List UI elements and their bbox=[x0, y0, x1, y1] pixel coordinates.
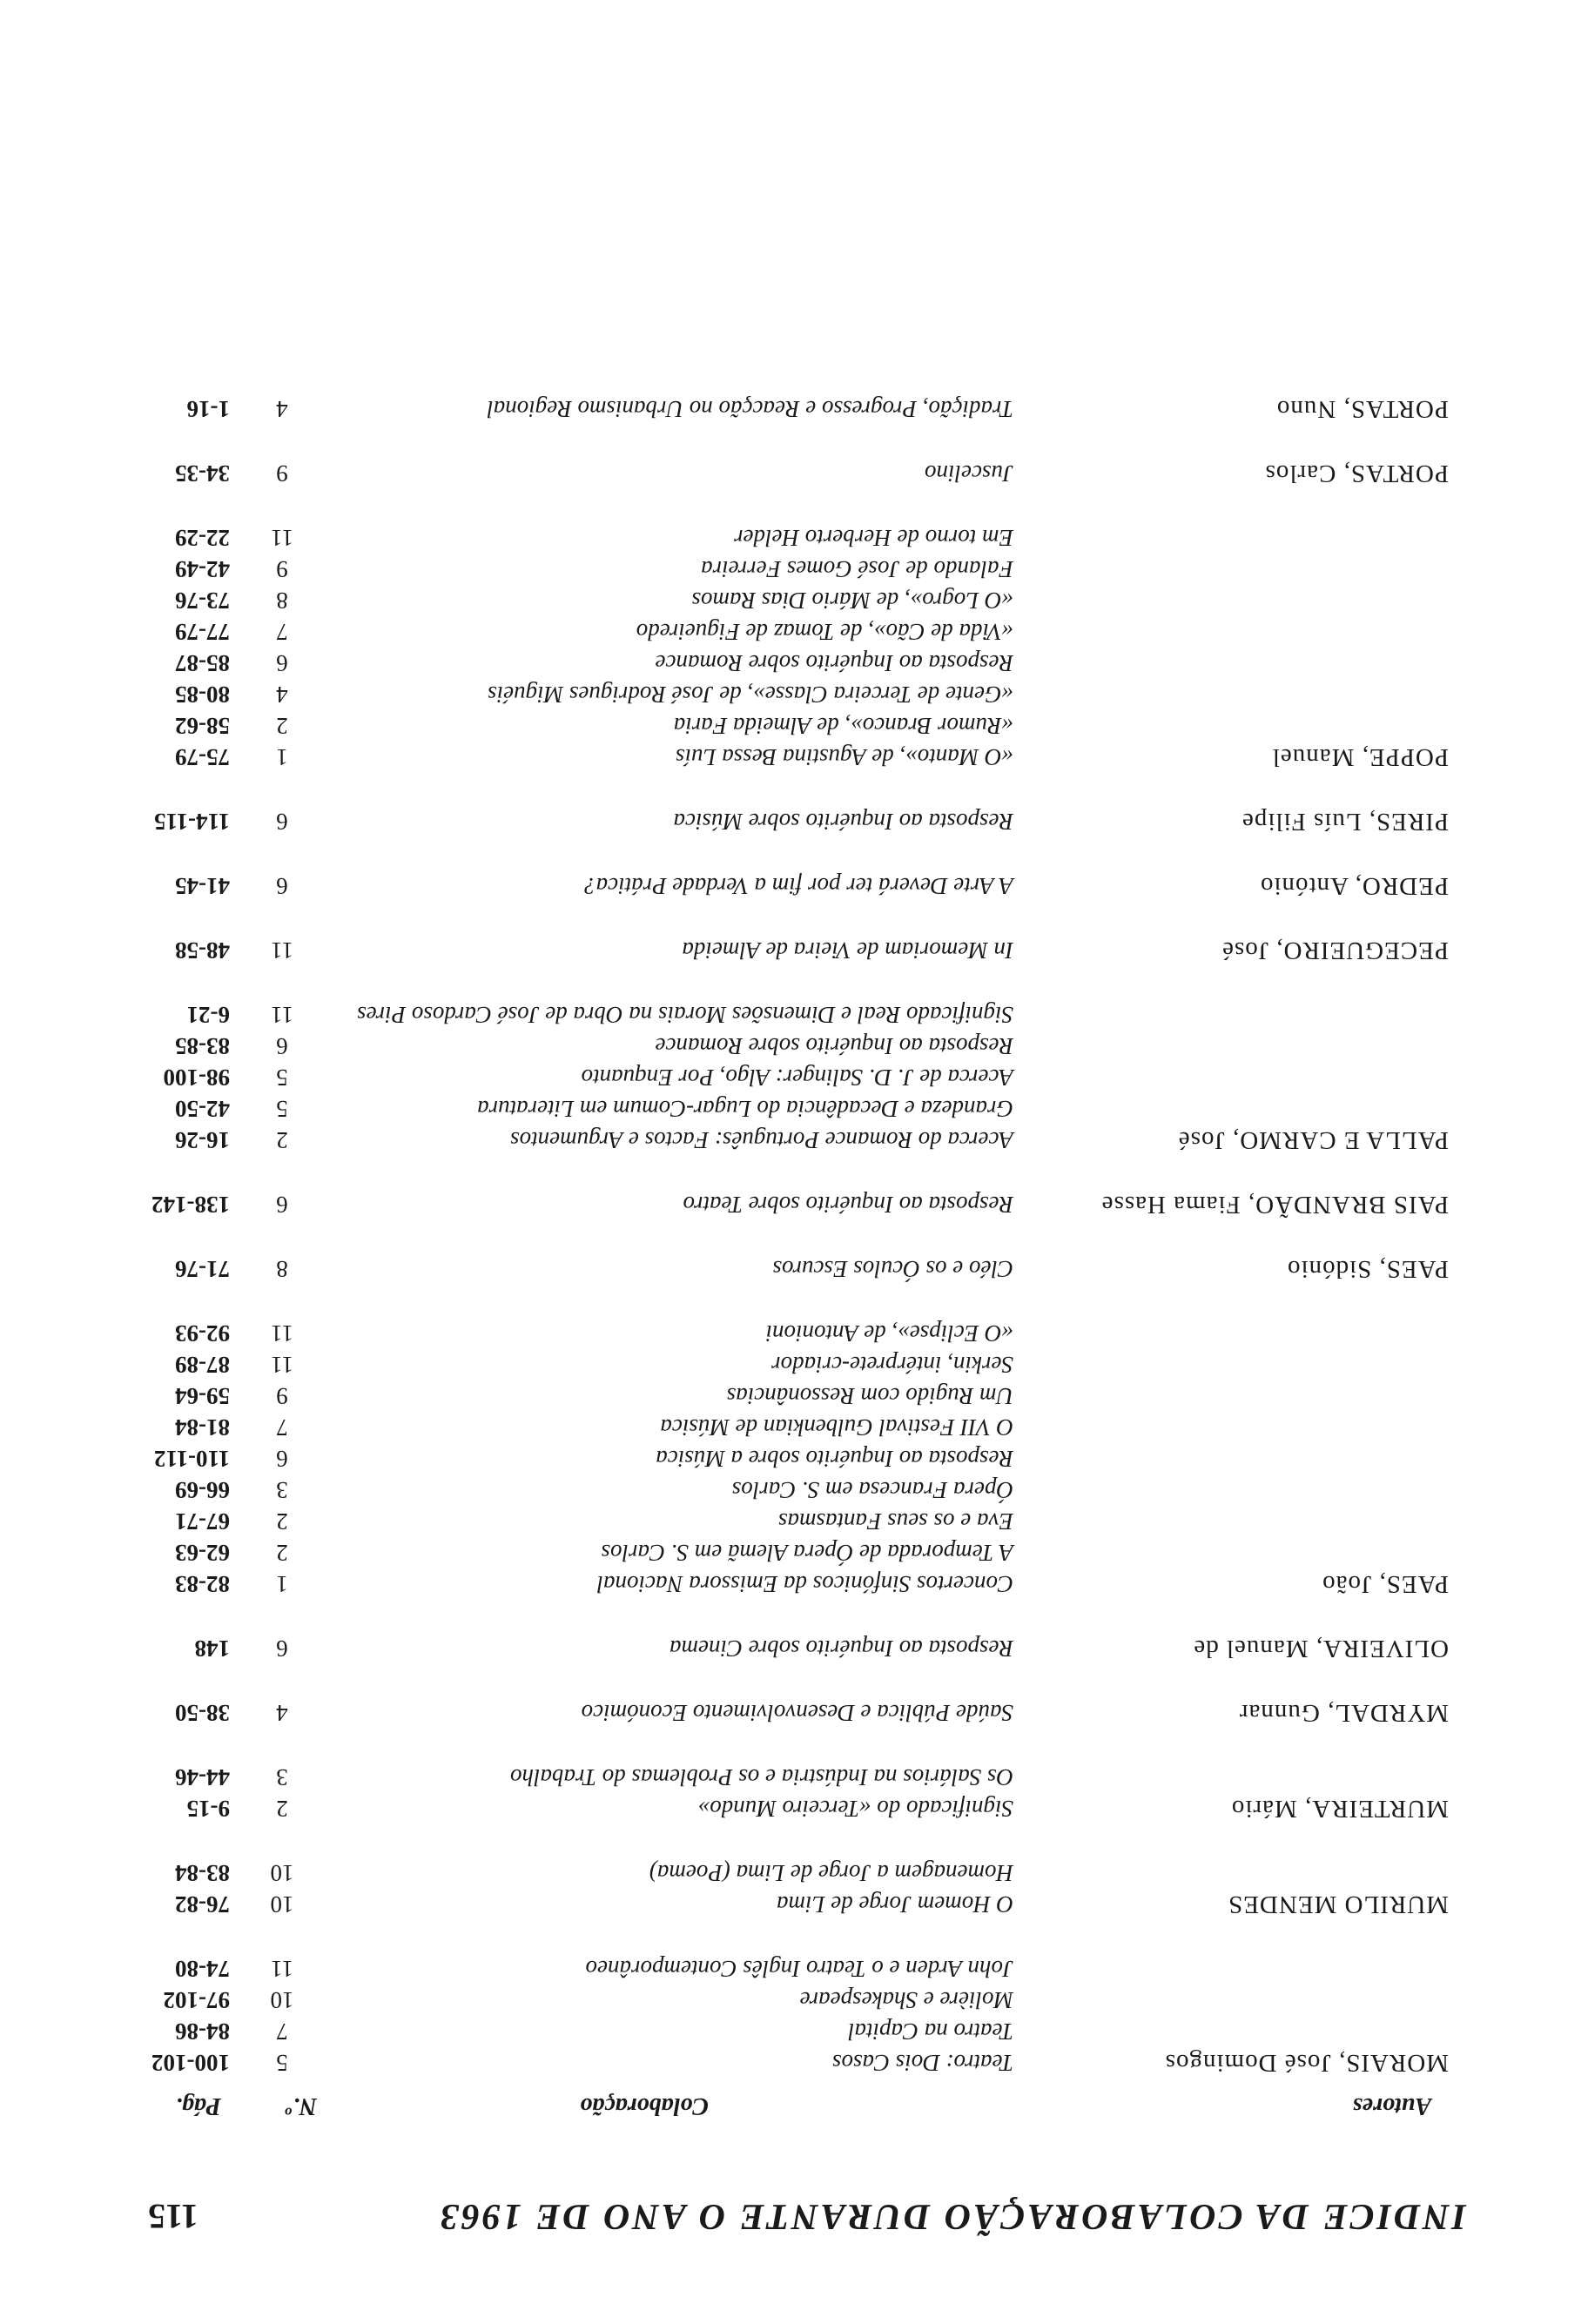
entry-row bbox=[0, 1412, 1013, 1443]
entry-number: 9 bbox=[276, 556, 288, 582]
author-name: MYRDAL, Gunnar bbox=[1238, 1699, 1449, 1727]
entry-title: O VII Festival Gulbenkian de Música bbox=[660, 1414, 1013, 1441]
page-title: INDICE DA COLABORAÇÃO DURANTE O ANO DE 1963 bbox=[437, 2196, 1466, 2236]
author-entries bbox=[0, 1318, 1013, 1600]
entry-pages: 77-79 bbox=[175, 619, 230, 645]
entry-number: 6 bbox=[276, 1192, 288, 1218]
entry-pages: 41-45 bbox=[175, 873, 230, 899]
author-name: PAES, Sidónio bbox=[1287, 1255, 1449, 1283]
author-block bbox=[0, 1633, 1588, 1664]
entry-title: John Arden e o Teatro Inglês Contemporâneo bbox=[585, 1956, 1013, 1982]
author-name: OLIVEIRA, Manuel de bbox=[1193, 1635, 1449, 1662]
entry-number: 8 bbox=[276, 588, 288, 614]
author-block bbox=[0, 1189, 1588, 1220]
entry-number: 2 bbox=[276, 1127, 288, 1153]
entry-title: Tradição, Progresso e Reacção no Urbanismo Regional bbox=[487, 396, 1013, 422]
entry-number: 4 bbox=[276, 682, 288, 708]
entry-title: «O Manto», de Agustina Bessa Luís bbox=[675, 744, 1013, 770]
author-name: PALLA E CARMO, José bbox=[1177, 1126, 1449, 1154]
entry-row bbox=[0, 742, 1013, 773]
entry-number: 6 bbox=[276, 809, 288, 835]
author-entries bbox=[0, 1953, 1013, 2079]
entry-title: Significado do «Terceiro Mundo» bbox=[697, 1796, 1013, 1822]
column-header-pagina: Pág. bbox=[175, 2092, 221, 2119]
author-name: MURTEIRA, Mário bbox=[1230, 1795, 1449, 1823]
entry-row bbox=[0, 1443, 1013, 1474]
entry-title: Juscelino bbox=[925, 460, 1013, 487]
entry-pages: 138-142 bbox=[151, 1192, 230, 1218]
entry-title: A Temporada de Ópera Alemã em S. Carlos bbox=[601, 1540, 1013, 1566]
entry-number: 1 bbox=[276, 744, 288, 770]
entry-pages: 114-115 bbox=[153, 809, 230, 835]
entry-title: «Vida de Cão», de Tomaz de Figueiredo bbox=[636, 619, 1013, 645]
author-block bbox=[0, 806, 1588, 837]
entry-title: Saúde Pública e Desenvolvimento Económico bbox=[581, 1700, 1013, 1726]
entry-row bbox=[0, 1380, 1013, 1412]
entry-title: Falando de José Gomes Ferreira bbox=[701, 556, 1013, 582]
author-name: PEDRO, António bbox=[1259, 872, 1449, 900]
entry-row bbox=[0, 1953, 1013, 1985]
entry-pages: 34-35 bbox=[175, 460, 230, 487]
author-block bbox=[0, 870, 1588, 902]
author-name: PORTAS, Nuno bbox=[1275, 395, 1449, 423]
entry-number: 8 bbox=[276, 1256, 288, 1282]
entry-row bbox=[0, 2016, 1013, 2047]
index-list bbox=[0, 360, 1588, 2079]
author-entries bbox=[0, 1633, 1013, 1664]
author-block bbox=[0, 393, 1588, 425]
entry-title: Significado Real e Dimensões Morais na Obra de José Cardoso Pires bbox=[357, 1002, 1013, 1028]
entry-pages: 74-80 bbox=[175, 1956, 230, 1982]
entry-row bbox=[0, 616, 1013, 648]
entry-row bbox=[0, 1062, 1013, 1093]
entry-pages: 92-93 bbox=[175, 1320, 230, 1347]
author-entries bbox=[0, 1762, 1013, 1824]
author-name: MORAIS, José Domingos bbox=[1164, 2049, 1449, 2077]
author-block bbox=[0, 1253, 1588, 1285]
entry-number: 11 bbox=[271, 1002, 293, 1028]
author-entries bbox=[0, 1857, 1013, 1920]
entry-pages: 6-21 bbox=[186, 1002, 230, 1028]
entry-row bbox=[0, 2047, 1013, 2079]
entry-row bbox=[0, 1857, 1013, 1889]
entry-pages: 1-16 bbox=[186, 396, 230, 422]
entry-number: 11 bbox=[271, 525, 293, 551]
entry-title: Teatro: Dois Casos bbox=[831, 2050, 1013, 2076]
column-header-colaboracao: Colaboração bbox=[580, 2092, 709, 2119]
entry-pages: 62-63 bbox=[175, 1540, 230, 1566]
author-entries bbox=[0, 870, 1013, 902]
entry-row bbox=[0, 1793, 1013, 1824]
entry-pages: 81-84 bbox=[175, 1414, 230, 1441]
entry-number: 10 bbox=[270, 1987, 294, 2013]
entry-pages: 75-79 bbox=[175, 744, 230, 770]
entry-row bbox=[0, 679, 1013, 710]
page-number: 115 bbox=[148, 2197, 198, 2236]
entry-number: 6 bbox=[276, 650, 288, 676]
author-name: PECEGUEIRO, José bbox=[1221, 937, 1449, 964]
entry-row bbox=[0, 806, 1013, 837]
entry-title: Resposta ao Inquérito sobre Música bbox=[673, 809, 1013, 835]
entry-number: 11 bbox=[271, 1956, 293, 1982]
entry-pages: 66-69 bbox=[175, 1477, 230, 1503]
entry-pages: 80-85 bbox=[175, 682, 230, 708]
author-name: PAIS BRANDÃO, Fiama Hasse bbox=[1100, 1191, 1449, 1219]
entry-pages: 82-83 bbox=[175, 1571, 230, 1597]
author-name: MURILO MENDES bbox=[1228, 1891, 1449, 1918]
entry-row bbox=[0, 1349, 1013, 1380]
author-entries bbox=[0, 1253, 1013, 1285]
entry-number: 6 bbox=[276, 1446, 288, 1472]
entry-number: 7 bbox=[276, 619, 288, 645]
entry-pages: 48-58 bbox=[175, 937, 230, 964]
author-block bbox=[0, 935, 1588, 966]
author-block bbox=[0, 1857, 1588, 1920]
entry-pages: 42-50 bbox=[175, 1096, 230, 1122]
entry-title: «Rumor Branco», de Almeida Faria bbox=[673, 713, 1013, 739]
entry-pages: 83-84 bbox=[175, 1860, 230, 1886]
entry-title: Acerca de J. D. Salinger: Algo, Por Enquanto bbox=[581, 1065, 1013, 1091]
entry-pages: 76-82 bbox=[175, 1891, 230, 1918]
author-name: POPPE, Manuel bbox=[1271, 743, 1449, 771]
entry-pages: 98-100 bbox=[163, 1065, 230, 1091]
entry-row bbox=[0, 935, 1013, 966]
entry-pages: 59-64 bbox=[175, 1383, 230, 1409]
entry-number: 4 bbox=[276, 396, 288, 422]
author-block bbox=[0, 1697, 1588, 1729]
entry-pages: 148 bbox=[194, 1636, 230, 1662]
entry-title: Grandeza e Decadência do Lugar-Comum em Literatura bbox=[477, 1096, 1013, 1122]
entry-number: 2 bbox=[276, 713, 288, 739]
entry-pages: 42-49 bbox=[175, 556, 230, 582]
author-name: PIRES, Luís Filipe bbox=[1241, 808, 1449, 836]
entry-pages: 85-87 bbox=[175, 650, 230, 676]
author-block bbox=[0, 458, 1588, 489]
entry-number: 9 bbox=[276, 460, 288, 487]
entry-number: 11 bbox=[271, 1320, 293, 1347]
entry-row bbox=[0, 458, 1013, 489]
entry-row bbox=[0, 1125, 1013, 1156]
entry-title: Cléo e os Óculos Escuros bbox=[772, 1256, 1013, 1282]
entry-pages: 73-76 bbox=[175, 588, 230, 614]
entry-pages: 110-112 bbox=[153, 1446, 230, 1472]
entry-number: 2 bbox=[276, 1796, 288, 1822]
author-entries bbox=[0, 1189, 1013, 1220]
entry-title: Ópera Francesa em S. Carlos bbox=[731, 1477, 1013, 1503]
entry-title: Um Rugido com Ressonâncias bbox=[726, 1383, 1013, 1409]
entry-number: 6 bbox=[276, 1033, 288, 1059]
entry-title: Resposta ao Inquérito sobre Cinema bbox=[670, 1636, 1013, 1662]
entry-number: 5 bbox=[276, 1096, 288, 1122]
entry-row bbox=[0, 1633, 1013, 1664]
entry-pages: 84-86 bbox=[175, 2018, 230, 2045]
entry-title: Resposta ao Inquérito sobre Romance bbox=[655, 650, 1013, 676]
entry-row bbox=[0, 393, 1013, 425]
author-entries bbox=[0, 1697, 1013, 1729]
entry-title: Concertos Sinfónicos da Emissora Nacional bbox=[596, 1571, 1013, 1597]
entry-pages: 71-76 bbox=[175, 1256, 230, 1282]
entry-pages: 100-102 bbox=[151, 2050, 230, 2076]
entry-row bbox=[0, 1889, 1013, 1920]
author-entries bbox=[0, 393, 1013, 425]
entry-title: A Arte Deverá ter por fim a Verdade Prática? bbox=[584, 873, 1013, 899]
author-entries bbox=[0, 522, 1013, 773]
entry-title: Eva e os seus Fantasmas bbox=[778, 1508, 1013, 1535]
entry-title: Acerca do Romance Português: Factos e Argumentos bbox=[510, 1127, 1013, 1153]
entry-number: 4 bbox=[276, 1700, 288, 1726]
entry-title: Serkin, intérprete-criador bbox=[771, 1352, 1013, 1378]
entry-number: 5 bbox=[276, 1065, 288, 1091]
entry-title: Molière e Shakespeare bbox=[799, 1987, 1013, 2013]
author-block bbox=[0, 999, 1588, 1156]
author-name: PORTAS, Carlos bbox=[1264, 460, 1449, 487]
entry-title: Resposta ao Inquérito sobre a Música bbox=[656, 1446, 1013, 1472]
entry-row bbox=[0, 1474, 1013, 1506]
entry-title: Homenagem a Jorge de Lima (Poema) bbox=[649, 1860, 1013, 1886]
entry-number: 2 bbox=[276, 1508, 288, 1535]
entry-row bbox=[0, 710, 1013, 742]
entry-number: 1 bbox=[276, 1571, 288, 1597]
entry-pages: 97-102 bbox=[163, 1987, 230, 2013]
entry-row bbox=[0, 1253, 1013, 1285]
entry-pages: 16-26 bbox=[175, 1127, 230, 1153]
entry-number: 3 bbox=[276, 1764, 288, 1790]
entry-number: 10 bbox=[270, 1891, 294, 1918]
entry-row bbox=[0, 1697, 1013, 1729]
author-name: PAES, João bbox=[1322, 1570, 1449, 1598]
author-entries bbox=[0, 458, 1013, 489]
entry-number: 9 bbox=[276, 1383, 288, 1409]
entry-row bbox=[0, 1093, 1013, 1125]
entry-number: 10 bbox=[270, 1860, 294, 1886]
entry-title: O Homem Jorge de Lima bbox=[777, 1891, 1013, 1918]
entry-title: «O Eclipse», de Antonioni bbox=[765, 1320, 1013, 1347]
entry-number: 11 bbox=[271, 1352, 293, 1378]
column-header-autores: Autores bbox=[1352, 2092, 1431, 2119]
entry-pages: 87-89 bbox=[175, 1352, 230, 1378]
entry-title: Resposta ao Inquérito sobre Teatro bbox=[683, 1192, 1013, 1218]
entry-pages: 9-15 bbox=[186, 1796, 230, 1822]
entry-number: 7 bbox=[276, 2018, 288, 2045]
page-header bbox=[148, 2185, 1466, 2237]
entry-row bbox=[0, 1189, 1013, 1220]
author-entries bbox=[0, 935, 1013, 966]
entry-row bbox=[0, 999, 1013, 1031]
entry-row bbox=[0, 648, 1013, 679]
entry-row bbox=[0, 1318, 1013, 1349]
entry-row bbox=[0, 585, 1013, 616]
entry-title: «O Logro», de Mário Dias Ramos bbox=[691, 588, 1013, 614]
entry-number: 5 bbox=[276, 2050, 288, 2076]
entry-number: 11 bbox=[271, 937, 293, 964]
entry-title: Os Salários na Indústria e os Problemas do Trabalho bbox=[509, 1764, 1013, 1790]
author-entries bbox=[0, 806, 1013, 837]
author-block bbox=[0, 1953, 1588, 2079]
entry-pages: 67-71 bbox=[175, 1508, 230, 1535]
entry-pages: 22-29 bbox=[175, 525, 230, 551]
entry-row bbox=[0, 870, 1013, 902]
entry-number: 2 bbox=[276, 1540, 288, 1566]
entry-number: 3 bbox=[276, 1477, 288, 1503]
entry-pages: 83-85 bbox=[175, 1033, 230, 1059]
entry-row bbox=[0, 1537, 1013, 1568]
entry-pages: 38-50 bbox=[175, 1700, 230, 1726]
entry-title: «Gente de Terceira Classe», de José Rodrigues Miguéis bbox=[488, 682, 1013, 708]
entry-pages: 58-62 bbox=[175, 713, 230, 739]
author-block bbox=[0, 522, 1588, 773]
author-block bbox=[0, 1318, 1588, 1600]
author-entries bbox=[0, 999, 1013, 1156]
entry-title: In Memoriam de Vieira de Almeida bbox=[682, 937, 1013, 964]
entry-pages: 44-46 bbox=[175, 1764, 230, 1790]
entry-row bbox=[0, 522, 1013, 554]
entry-number: 6 bbox=[276, 873, 288, 899]
entry-number: 6 bbox=[276, 1636, 288, 1662]
entry-title: Em torno de Herberto Helder bbox=[734, 525, 1013, 551]
entry-row bbox=[0, 1568, 1013, 1600]
entry-row bbox=[0, 1985, 1013, 2016]
column-header-numero: N.º bbox=[286, 2092, 317, 2119]
entry-row bbox=[0, 554, 1013, 585]
entry-row bbox=[0, 1762, 1013, 1793]
entry-row bbox=[0, 1031, 1013, 1062]
entry-row bbox=[0, 1506, 1013, 1537]
author-block bbox=[0, 1762, 1588, 1824]
entry-title: Resposta ao Inquérito sobre Romance bbox=[655, 1033, 1013, 1059]
entry-number: 7 bbox=[276, 1414, 288, 1441]
entry-title: Teatro na Capital bbox=[847, 2018, 1013, 2045]
